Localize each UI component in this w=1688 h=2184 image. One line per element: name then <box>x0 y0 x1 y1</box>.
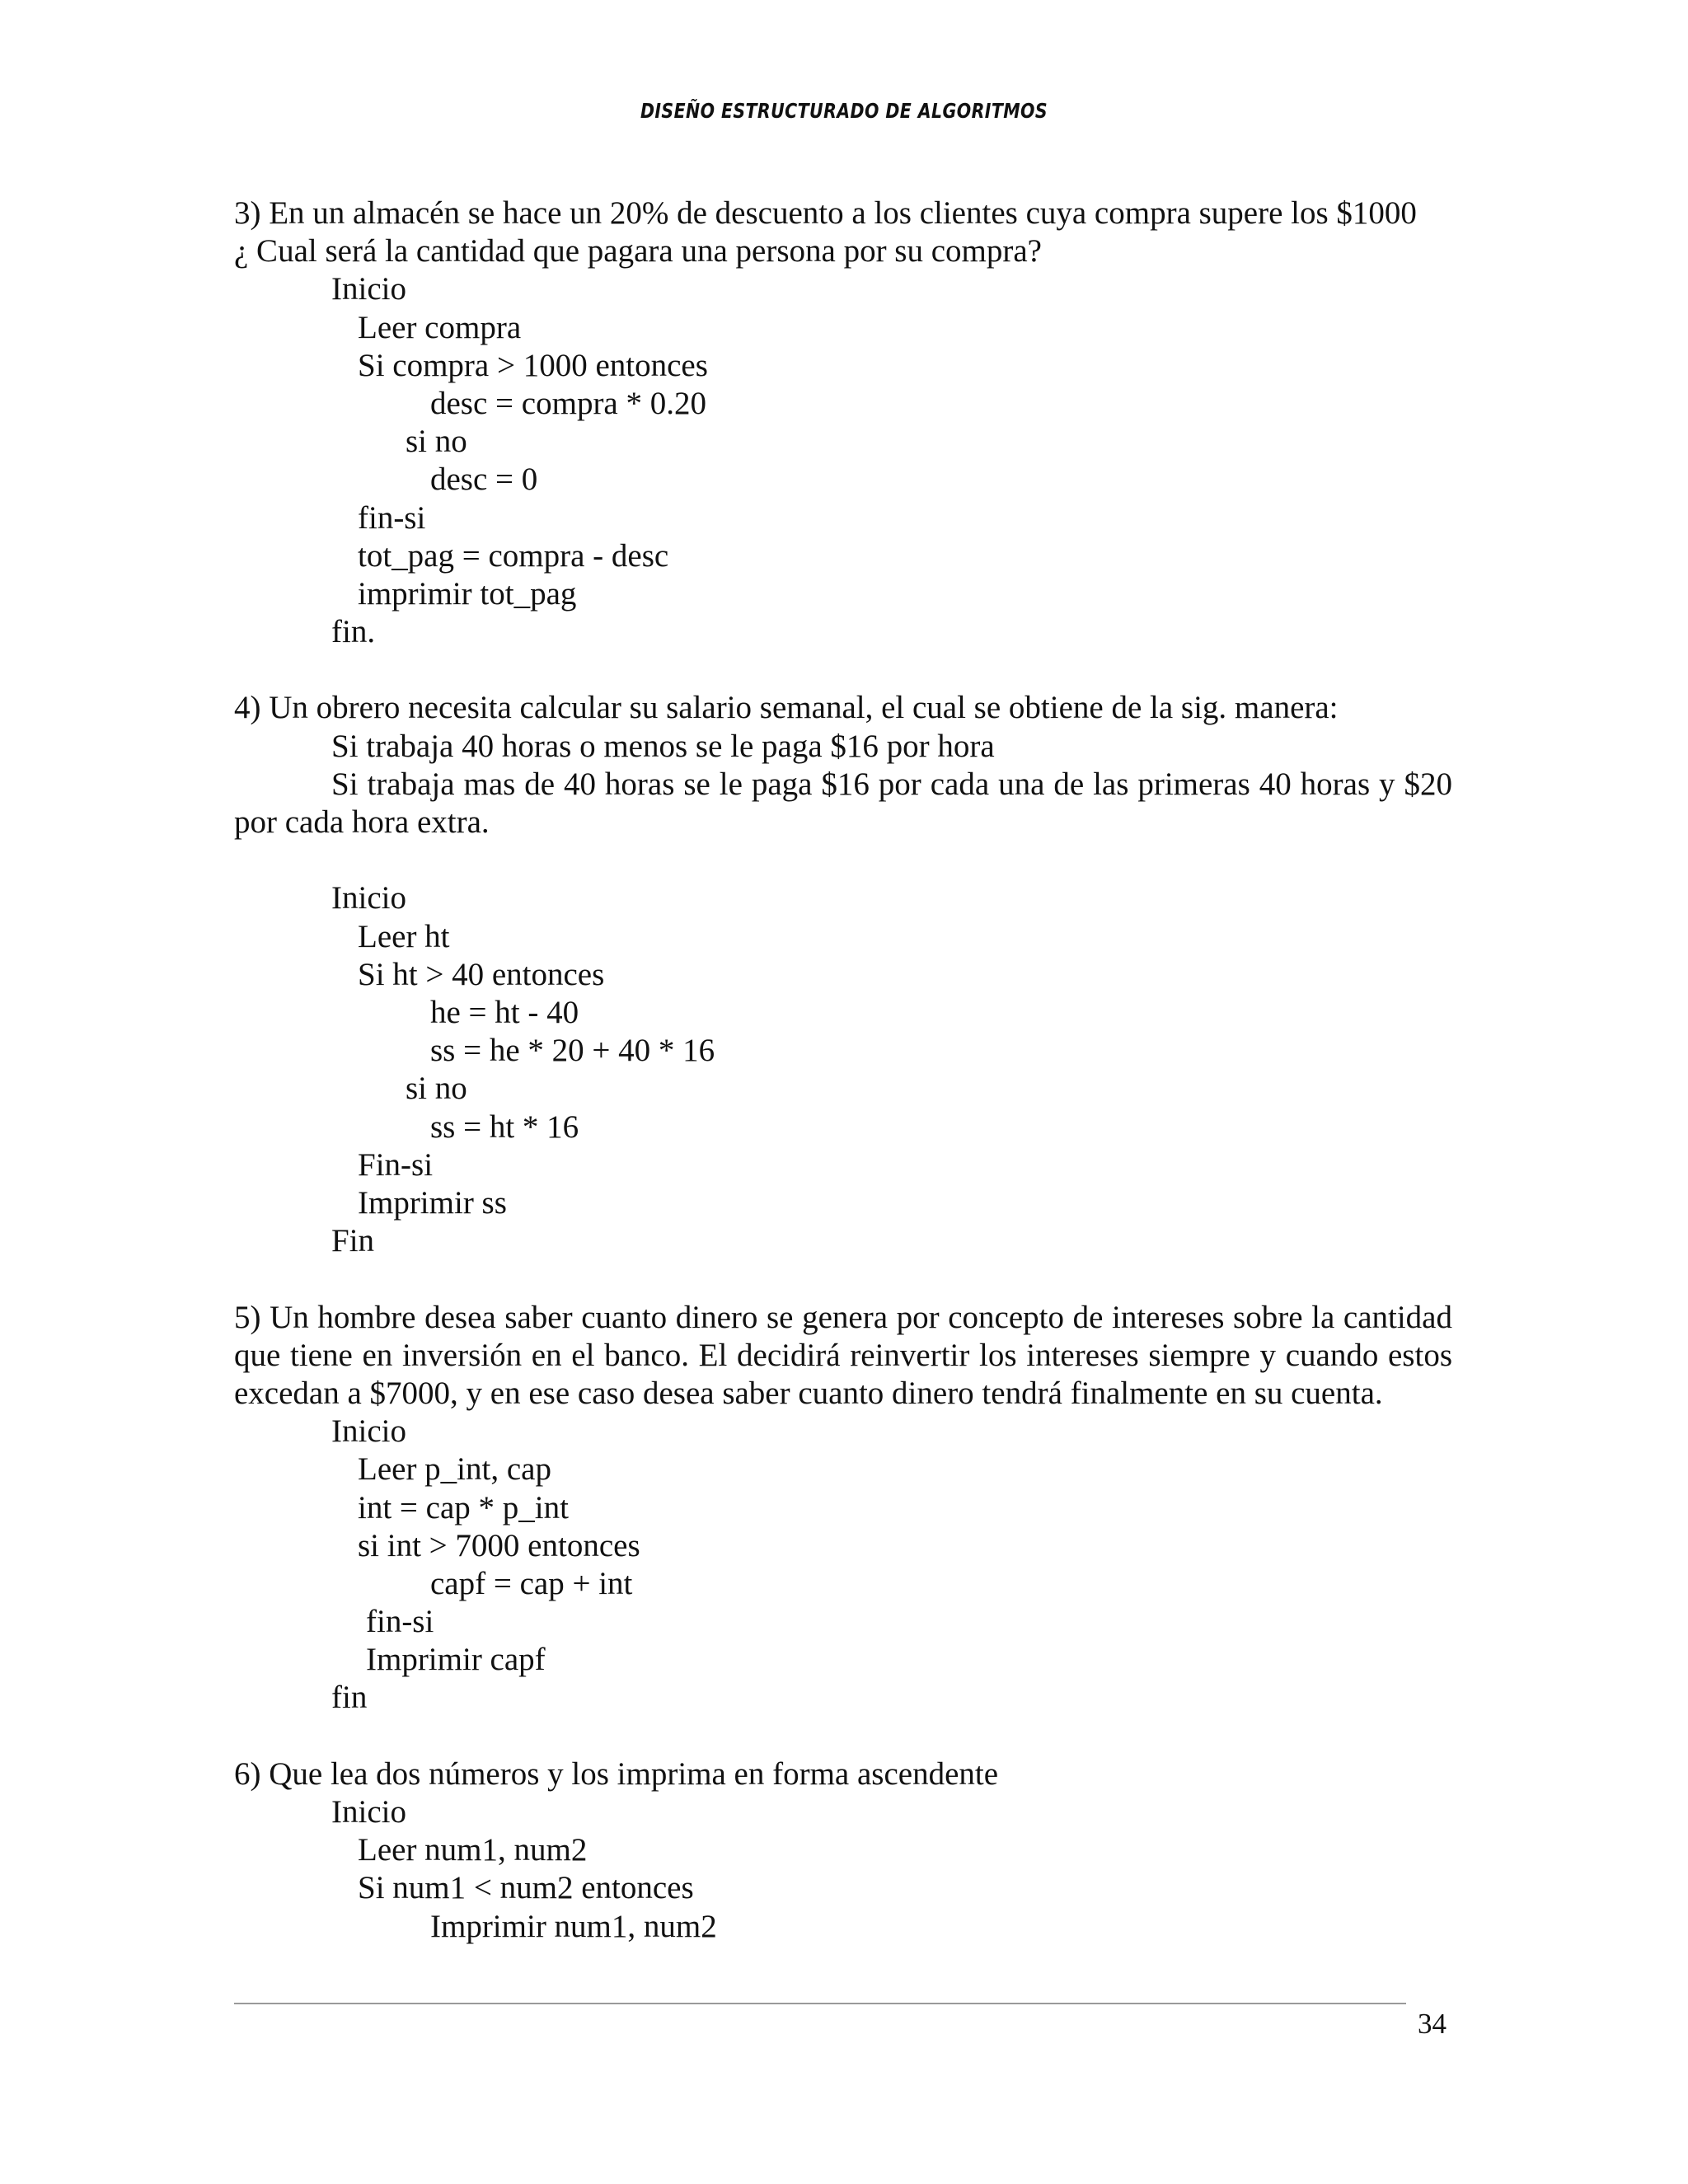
code-line: ss = he * 20 + 40 * 16 <box>430 1033 715 1069</box>
code-line: desc = 0 <box>430 462 538 498</box>
code-line: desc = compra * 0.20 <box>430 385 706 421</box>
code-line: ss = ht * 16 <box>430 1108 579 1145</box>
problem-6 <box>234 1755 1452 1946</box>
code-line: Si compra > 1000 entonces <box>358 347 708 383</box>
problem-3-statement-line-1: 3) En un almacén se hace un 20% de descuento a los clientes cuya compra supere los $1000 <box>234 195 1417 231</box>
code-line: he = ht - 40 <box>430 995 579 1031</box>
code-line: imprimir tot_pag <box>358 575 577 612</box>
code-line: Si num1 < num2 entonces <box>358 1870 694 1906</box>
code-line: Leer p_int, cap <box>358 1451 551 1488</box>
code-line: Leer compra <box>358 309 522 345</box>
code-line: Imprimir capf <box>366 1642 546 1678</box>
running-header-title: DISEÑO ESTRUCTURADO DE ALGORITMOS <box>640 99 1048 123</box>
problem-3-statement-line-2: ¿ Cual será la cantidad que pagara una persona por su compra? <box>234 233 1042 269</box>
code-line: si no <box>406 424 467 460</box>
code-line: fin-si <box>358 499 426 536</box>
problem-6-statement: 6) Que lea dos números y los imprima en forma ascendente <box>234 1755 999 1792</box>
code-line: Si ht > 40 entonces <box>358 956 605 992</box>
code-line: capf = cap + int <box>430 1565 633 1601</box>
code-line: fin-si <box>366 1604 434 1640</box>
spacer <box>234 841 1452 879</box>
code-line: Inicio <box>331 880 406 916</box>
code-line: Leer ht <box>358 918 450 954</box>
problem-4-rule-2: Si trabaja mas de 40 horas se le paga $16 por cada una de las primeras 40 horas y $20 por cada hora extra. <box>234 766 1452 841</box>
code-line: Inicio <box>331 1413 406 1450</box>
problem-3-pseudocode <box>234 270 1452 651</box>
problem-3 <box>234 194 1452 651</box>
problem-5-pseudocode <box>234 1413 1452 1718</box>
page-number: 34 <box>1418 2008 1447 2040</box>
code-line: tot_pag = compra - desc <box>358 537 669 574</box>
code-line: Imprimir num1, num2 <box>430 1908 717 1944</box>
code-line: Inicio <box>331 271 406 307</box>
code-line: Inicio <box>331 1794 406 1830</box>
problem-4 <box>234 689 1452 1260</box>
code-line: si int > 7000 entonces <box>358 1527 640 1563</box>
code-line: fin <box>331 1680 368 1716</box>
code-line: Fin <box>331 1223 375 1259</box>
code-line: Fin-si <box>358 1146 434 1183</box>
code-line: int = cap * p_int <box>358 1489 569 1526</box>
footer-divider <box>234 2003 1406 2004</box>
problem-4-pseudocode <box>234 879 1452 1260</box>
page-body <box>234 194 1452 1946</box>
problem-4-rule-1: Si trabaja 40 horas o menos se le paga $16 por hora <box>331 728 995 764</box>
code-line: Imprimir ss <box>358 1184 507 1221</box>
code-line: fin. <box>331 614 376 650</box>
problem-5-statement: 5) Un hombre desea saber cuanto dinero se genera por concepto de intereses sobre la cantidad que tiene en inversión en el banco. El decidirá reinvertir los intereses siempre y cuando estos excedan a $7000, y en ese caso desea saber cuanto dinero tendrá finalmente en su cuenta. <box>234 1299 1452 1411</box>
problem-6-pseudocode <box>234 1793 1452 1946</box>
code-line: Leer num1, num2 <box>358 1832 588 1868</box>
problem-5 <box>234 1299 1452 1718</box>
code-line: si no <box>406 1071 467 1107</box>
problem-4-statement: 4) Un obrero necesita calcular su salario semanal, el cual se obtiene de la sig. manera: <box>234 690 1339 726</box>
